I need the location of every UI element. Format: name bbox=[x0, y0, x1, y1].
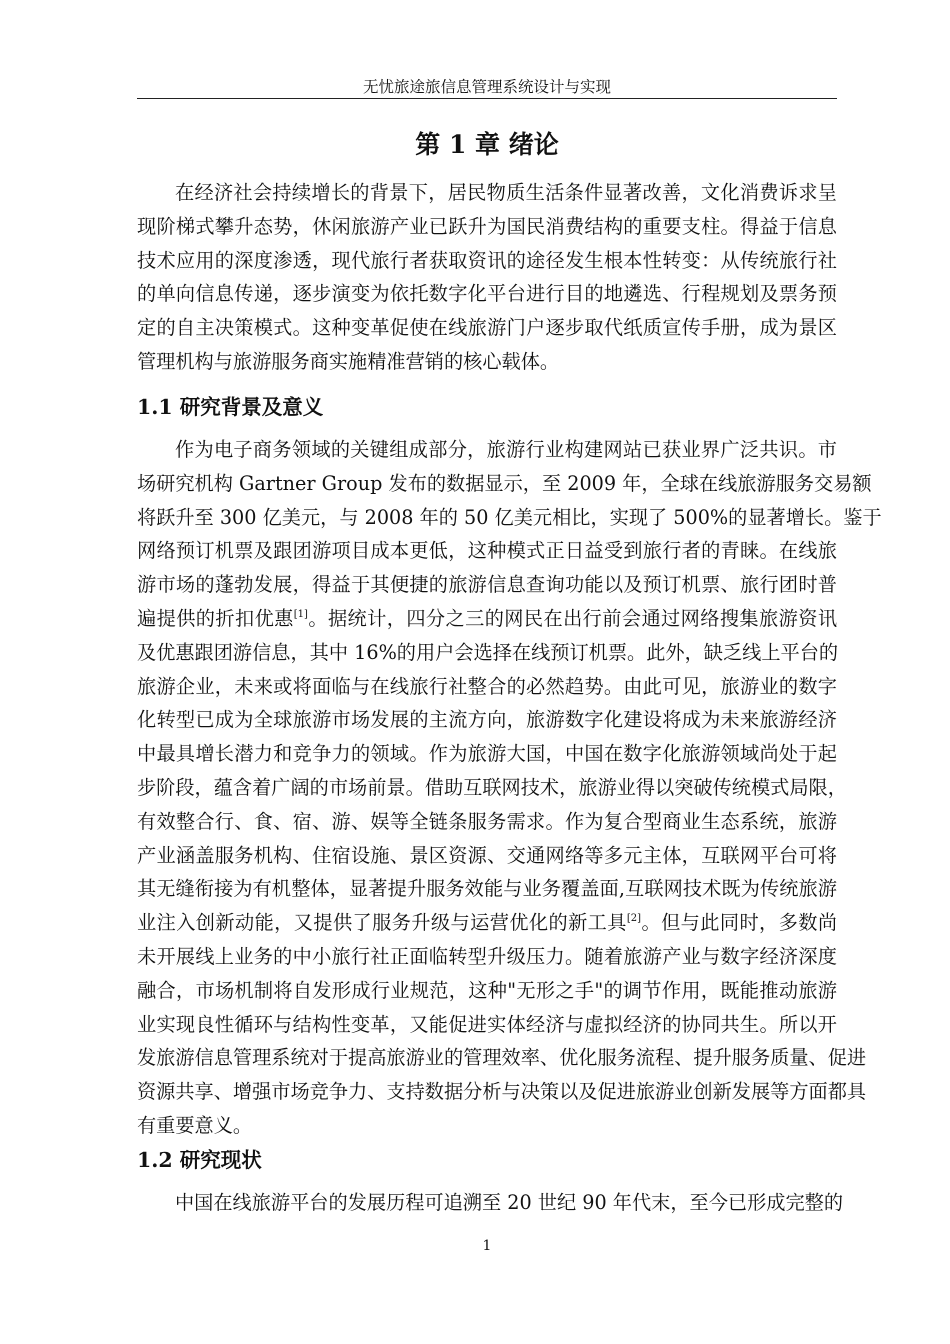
header-rule bbox=[137, 98, 837, 99]
text-line: 作为电子商务领域的关键组成部分，旅游行业构建网站已获业界广泛共识。市 bbox=[175, 438, 837, 461]
text-line: 游市场的蓬勃发展，得益于其便捷的旅游信息查询功能以及预订机票、旅行团时普 bbox=[137, 573, 837, 597]
citation-ref: [1] bbox=[293, 608, 308, 620]
text-line: 未开展线上业务的中小旅行社正面临转型升级压力。随着旅游产业与数字经济深度 bbox=[137, 944, 837, 968]
text-line: 网络预订机票及跟团游项目成本更低，这种模式正日益受到旅行者的青睐。在线旅 bbox=[137, 539, 837, 563]
text-line: 现阶梯式攀升态势，休闲旅游产业已跃升为国民消费结构的重要支柱。得益于信息 bbox=[137, 214, 837, 238]
text-line: 在经济社会持续增长的背景下，居民物质生活条件显著改善，文化消费诉求呈 bbox=[175, 181, 837, 204]
running-header: 无忧旅途旅信息管理系统设计与实现 bbox=[362, 78, 611, 96]
text-line: 其无缝衔接为有机整体，显著提升服务效能与业务覆盖面,互联网技术既为传统旅游 bbox=[137, 877, 837, 901]
chapter-title: 第 1 章 绪论 bbox=[415, 130, 559, 159]
page-number: 1 bbox=[482, 1238, 492, 1254]
text-line: 场研究机构 Gartner Group 发布的数据显示，至 2009 年，全球在线旅游服务交易额 bbox=[137, 471, 872, 495]
text-line: 中国在线旅游平台的发展历程可追溯至 20 世纪 90 年代末，至今已形成完整的 bbox=[175, 1191, 844, 1214]
section-heading-1-1: 1.1 研究背景及意义 bbox=[137, 395, 324, 419]
text-line: 融合，市场机制将自发形成行业规范，这种"无形之手"的调节作用，既能推动旅游 bbox=[137, 978, 837, 1002]
section-heading-1-2: 1.2 研究现状 bbox=[137, 1148, 262, 1172]
paragraph-intro bbox=[137, 176, 837, 379]
text-line: 的单向信息传递，逐步演变为依托数字化平台进行目的地遴选、行程规划及票务预 bbox=[137, 282, 837, 306]
citation-ref: [2] bbox=[626, 913, 642, 925]
text-line: 定的自主决策模式。这种变革促使在线旅游门户逐步取代纸质宣传手册，成为景区 bbox=[137, 316, 837, 340]
text-line: 将跃升至 300 亿美元，与 2008 年的 50 亿美元相比，实现了 500%的显著增长。鉴于 bbox=[137, 505, 882, 529]
paragraph-background bbox=[137, 433, 882, 1143]
text-line: 中最具增长潜力和竞争力的领域。作为旅游大国，中国在数字化旅游领域尚处于起 bbox=[137, 742, 837, 766]
text-line: 产业涵盖服务机构、住宿设施、景区资源、交通网络等多元主体，互联网平台可将 bbox=[137, 843, 837, 867]
text-line: 资源共享、增强市场竞争力、支持数据分析与决策以及促进旅游业创新发展等方面都具 bbox=[137, 1080, 867, 1104]
text-line: 有重要意义。 bbox=[137, 1113, 253, 1137]
text-line: 有效整合行、食、宿、游、娱等全链条服务需求。作为复合型商业生态系统，旅游 bbox=[137, 809, 837, 833]
text-line: 化转型已成为全球旅游市场发展的主流方向，旅游数字化建设将成为未来旅游经济 bbox=[137, 708, 837, 732]
text-line: 管理机构与旅游服务商实施精准营销的核心载体。 bbox=[137, 349, 560, 373]
text-line: 业注入创新动能，又提供了服务升级与运营优化的新工具[2]。但与此同时，多数尚 bbox=[137, 911, 838, 935]
text-line: 旅游企业，未来或将面临与在线旅行社整合的必然趋势。由此可见，旅游业的数字 bbox=[137, 674, 837, 698]
text-line: 业实现良性循环与结构性变革，又能促进实体经济与虚拟经济的协同共生。所以开 bbox=[137, 1012, 837, 1036]
text-line: 步阶段，蕴含着广阔的市场前景。借助互联网技术，旅游业得以突破传统模式局限， bbox=[137, 775, 847, 799]
text-line: 及优惠跟团游信息，其中 16%的用户会选择在线预订机票。此外，缺乏线上平台的 bbox=[137, 640, 839, 664]
text-line: 技术应用的深度渗透，现代旅行者获取资讯的途径发生根本性转变：从传统旅行社 bbox=[137, 248, 837, 272]
text-line: 遍提供的折扣优惠[1]。据统计，四分之三的网民在出行前会通过网络搜集旅游资讯 bbox=[137, 606, 838, 630]
paragraph-status bbox=[137, 1186, 844, 1220]
text-line: 发旅游信息管理系统对于提高旅游业的管理效率、优化服务流程、提升服务质量、促进 bbox=[137, 1046, 867, 1070]
